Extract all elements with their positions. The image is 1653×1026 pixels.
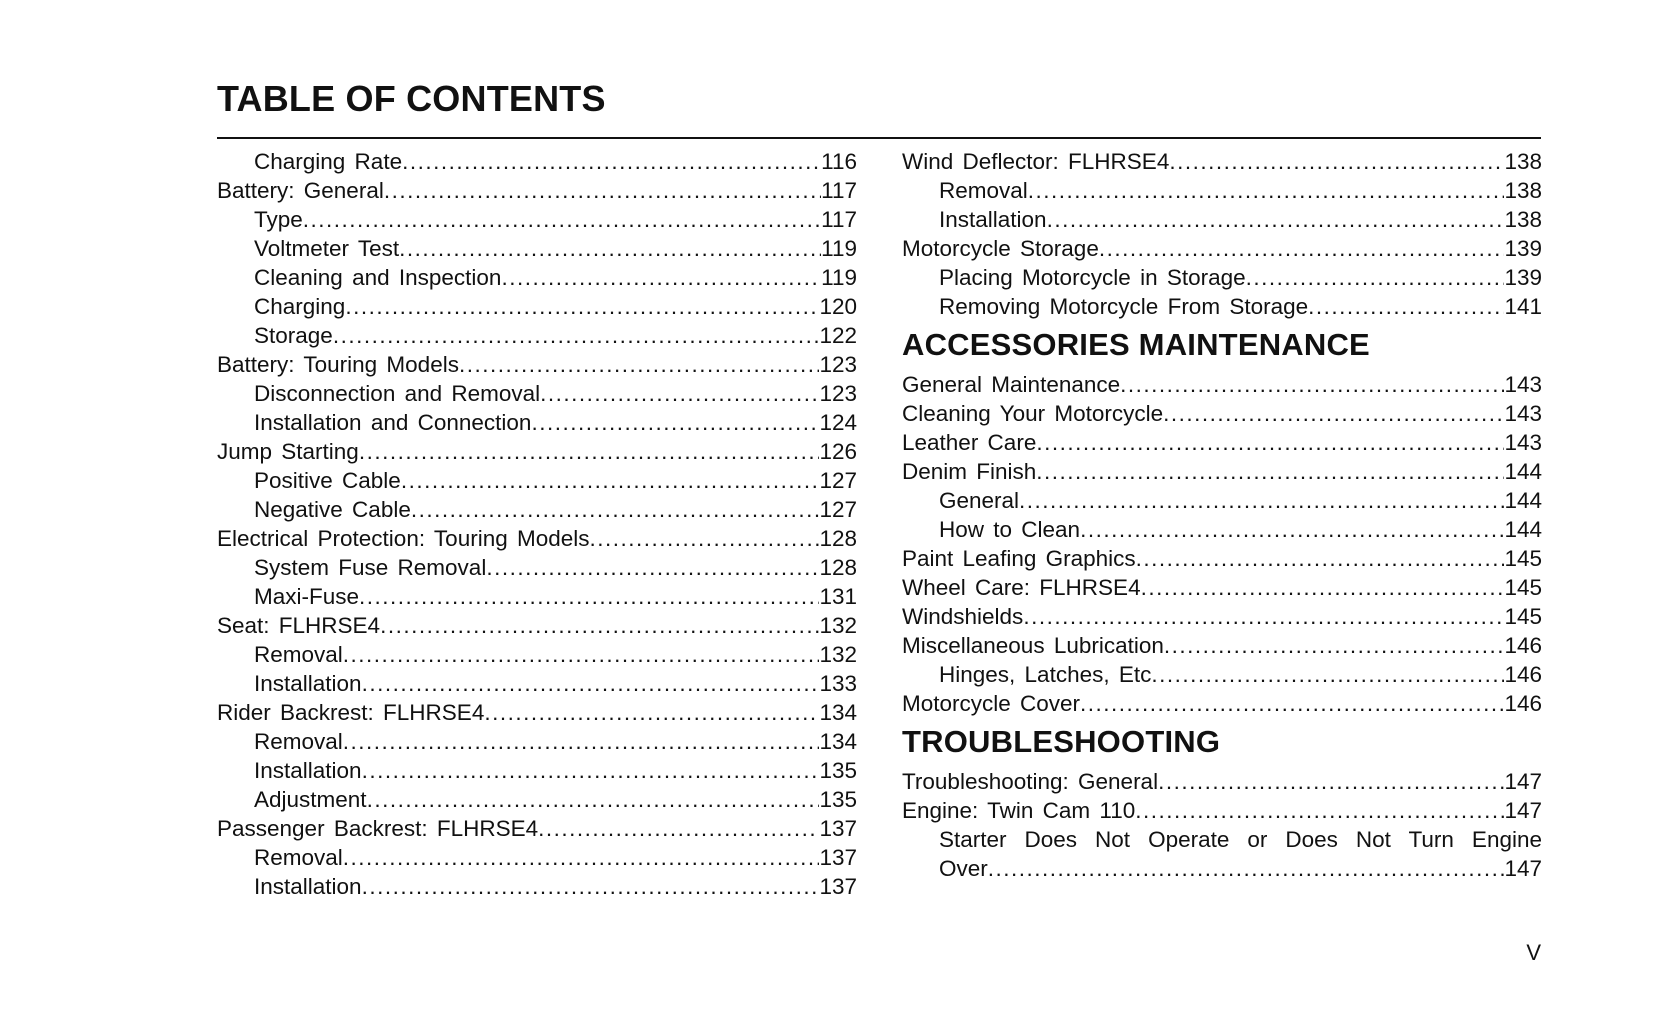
toc-subentry[interactable] bbox=[902, 176, 1542, 205]
toc-subentry[interactable] bbox=[217, 408, 857, 437]
toc-entry[interactable] bbox=[217, 176, 857, 205]
toc-entry-label: Installation bbox=[254, 874, 362, 899]
toc-right-column bbox=[902, 147, 1542, 883]
dot-leader bbox=[459, 350, 819, 379]
dot-leader bbox=[1120, 370, 1504, 399]
toc-entry-label: Installation and Connection bbox=[254, 410, 532, 435]
toc-entry-label: Passenger Backrest: FLHRSE4 bbox=[217, 816, 539, 841]
toc-entry-page: 135 bbox=[819, 787, 857, 812]
dot-leader bbox=[538, 814, 819, 843]
toc-entry[interactable] bbox=[902, 399, 1542, 428]
dot-leader bbox=[1246, 263, 1505, 292]
toc-subentry[interactable] bbox=[217, 843, 857, 872]
toc-subentry[interactable] bbox=[217, 785, 857, 814]
dot-leader bbox=[1151, 660, 1504, 689]
toc-entry[interactable] bbox=[902, 428, 1542, 457]
dot-leader bbox=[1158, 767, 1504, 796]
toc-entry-label: Removal bbox=[939, 178, 1028, 203]
toc-entry-page: 143 bbox=[1504, 372, 1542, 397]
toc-entry-label: Installation bbox=[939, 207, 1047, 232]
toc-entry-label: General bbox=[939, 488, 1020, 513]
toc-entry-page: 128 bbox=[819, 555, 857, 580]
toc-subentry[interactable] bbox=[217, 234, 857, 263]
toc-entry-label: Denim Finish bbox=[902, 459, 1037, 484]
toc-entry-page: 122 bbox=[819, 323, 857, 348]
toc-entry-label: Jump Starting bbox=[217, 439, 359, 464]
title-divider bbox=[217, 137, 1541, 139]
toc-entry-label: Rider Backrest: FLHRSE4 bbox=[217, 700, 485, 725]
toc-entry-page: 144 bbox=[1504, 488, 1542, 513]
toc-entry-page: 143 bbox=[1504, 401, 1542, 426]
toc-accessories-list bbox=[902, 370, 1542, 718]
toc-entry-page: 134 bbox=[819, 700, 857, 725]
toc-entry-label: Cleaning and Inspection bbox=[254, 265, 502, 290]
toc-entry[interactable] bbox=[217, 814, 857, 843]
toc-entry-page: 116 bbox=[821, 149, 857, 174]
toc-subentry[interactable] bbox=[217, 669, 857, 698]
dot-leader bbox=[1163, 399, 1504, 428]
dot-leader bbox=[1036, 428, 1504, 457]
toc-entry-page: 146 bbox=[1504, 691, 1542, 716]
dot-leader bbox=[540, 379, 819, 408]
dot-leader bbox=[359, 437, 820, 466]
toc-entry-page: 147 bbox=[1504, 769, 1542, 794]
toc-right-top-list bbox=[902, 147, 1542, 321]
toc-entry-page: 123 bbox=[819, 381, 857, 406]
toc-entry-label: Miscellaneous Lubrication bbox=[902, 633, 1164, 658]
toc-entry[interactable] bbox=[902, 602, 1542, 631]
toc-entry[interactable] bbox=[902, 689, 1542, 718]
toc-entry-page: 146 bbox=[1504, 662, 1542, 687]
dot-leader bbox=[988, 854, 1505, 883]
toc-entry-label: General Maintenance bbox=[902, 372, 1121, 397]
toc-subentry[interactable] bbox=[217, 205, 857, 234]
toc-entry-label: Removal bbox=[254, 642, 343, 667]
toc-entry-page: 143 bbox=[1504, 430, 1542, 455]
toc-entry-page: 117 bbox=[821, 207, 857, 232]
toc-entry-label: Disconnection and Removal bbox=[254, 381, 541, 406]
dot-leader bbox=[333, 321, 820, 350]
toc-subentry[interactable] bbox=[217, 553, 857, 582]
toc-subentry[interactable] bbox=[902, 263, 1542, 292]
toc-subentry[interactable] bbox=[217, 147, 857, 176]
toc-subentry[interactable] bbox=[217, 872, 857, 901]
toc-entry-wrapped[interactable] bbox=[902, 825, 1542, 883]
toc-entry-page: 127 bbox=[819, 468, 857, 493]
dot-leader bbox=[384, 176, 821, 205]
toc-entry[interactable] bbox=[217, 524, 857, 553]
toc-entry-label: Negative Cable bbox=[254, 497, 411, 522]
toc-subentry[interactable] bbox=[902, 292, 1542, 321]
toc-subentry[interactable] bbox=[217, 640, 857, 669]
dot-leader bbox=[362, 756, 820, 785]
toc-entry-label: Motorcycle Storage bbox=[902, 236, 1099, 261]
dot-leader bbox=[1019, 486, 1504, 515]
toc-entry[interactable] bbox=[902, 147, 1542, 176]
dot-leader bbox=[362, 669, 820, 698]
toc-entry-label: Removal bbox=[254, 845, 343, 870]
dot-leader bbox=[1099, 234, 1505, 263]
toc-entry-label: Installation bbox=[254, 671, 362, 696]
dot-leader bbox=[1023, 602, 1504, 631]
toc-entry[interactable] bbox=[902, 573, 1542, 602]
toc-entry-page: 137 bbox=[819, 816, 857, 841]
toc-entry-label: System Fuse Removal bbox=[254, 555, 487, 580]
dot-leader bbox=[380, 611, 819, 640]
toc-entry[interactable] bbox=[902, 796, 1542, 825]
toc-entry-label: Type bbox=[254, 207, 303, 232]
toc-entry-label: Engine: Twin Cam 110 bbox=[902, 798, 1136, 823]
toc-entry-label: Cleaning Your Motorcycle bbox=[902, 401, 1164, 426]
section-heading-troubleshooting: TROUBLESHOOTING bbox=[902, 724, 1221, 759]
toc-entry-label: Wind Deflector: FLHRSE4 bbox=[902, 149, 1170, 174]
toc-entry-label-line1: Starter Does Not Operate or Does Not Turn Engine bbox=[939, 827, 1542, 852]
toc-entry-page: 138 bbox=[1504, 149, 1542, 174]
dot-leader bbox=[1136, 544, 1505, 573]
toc-entry-page: 146 bbox=[1504, 633, 1542, 658]
toc-entry-label: Positive Cable bbox=[254, 468, 401, 493]
toc-entry-label: Charging Rate bbox=[254, 149, 403, 174]
toc-entry-label: How to Clean bbox=[939, 517, 1081, 542]
toc-entry-label: Paint Leafing Graphics bbox=[902, 546, 1136, 571]
toc-entry-label: Windshields bbox=[902, 604, 1024, 629]
toc-entry-label: Motorcycle Cover bbox=[902, 691, 1081, 716]
dot-leader bbox=[1169, 147, 1504, 176]
toc-entry-page: 119 bbox=[821, 236, 857, 261]
toc-entry-page: 137 bbox=[819, 874, 857, 899]
toc-entry-page: 119 bbox=[821, 265, 857, 290]
toc-entry[interactable] bbox=[217, 611, 857, 640]
dot-leader bbox=[367, 785, 820, 814]
toc-entry-page: 135 bbox=[819, 758, 857, 783]
toc-entry-label: Voltmeter Test bbox=[254, 236, 400, 261]
toc-entry-page: 144 bbox=[1504, 517, 1542, 542]
dot-leader bbox=[1080, 689, 1504, 718]
toc-entry-label: Placing Motorcycle in Storage bbox=[939, 265, 1246, 290]
dot-leader bbox=[401, 466, 820, 495]
toc-entry-page: 145 bbox=[1504, 575, 1542, 600]
toc-entry-page: 147 bbox=[1504, 798, 1542, 823]
toc-subentry[interactable] bbox=[902, 660, 1542, 689]
dot-leader bbox=[1308, 292, 1504, 321]
toc-entry-label: Installation bbox=[254, 758, 362, 783]
toc-entry-page: 145 bbox=[1504, 604, 1542, 629]
toc-entry-page: 144 bbox=[1504, 459, 1542, 484]
toc-entry-page: 145 bbox=[1504, 546, 1542, 571]
toc-entry-label: Hinges, Latches, Etc bbox=[939, 662, 1152, 687]
toc-subentry[interactable] bbox=[217, 756, 857, 785]
toc-entry-page: 133 bbox=[819, 671, 857, 696]
toc-entry[interactable] bbox=[217, 350, 857, 379]
toc-entry-label: Leather Care bbox=[902, 430, 1037, 455]
toc-entry-label: Wheel Care: FLHRSE4 bbox=[902, 575, 1141, 600]
toc-entry[interactable] bbox=[902, 370, 1542, 399]
toc-entry[interactable] bbox=[902, 544, 1542, 573]
dot-leader bbox=[486, 553, 819, 582]
toc-subentry[interactable] bbox=[217, 727, 857, 756]
dot-leader bbox=[1080, 515, 1504, 544]
toc-entry-page: 123 bbox=[819, 352, 857, 377]
toc-subentry[interactable] bbox=[217, 379, 857, 408]
dot-leader bbox=[501, 263, 821, 292]
toc-entry-page: 138 bbox=[1504, 178, 1542, 203]
toc-entry-page: 127 bbox=[819, 497, 857, 522]
dot-leader bbox=[531, 408, 819, 437]
section-heading-accessories: ACCESSORIES MAINTENANCE bbox=[902, 327, 1370, 362]
toc-entry-page: 132 bbox=[819, 642, 857, 667]
toc-entry-label: Removal bbox=[254, 729, 343, 754]
toc-entry-page: 134 bbox=[819, 729, 857, 754]
toc-entry-page: 139 bbox=[1504, 265, 1542, 290]
dot-leader bbox=[303, 205, 821, 234]
dot-leader bbox=[484, 698, 819, 727]
dot-leader bbox=[1164, 631, 1505, 660]
toc-entry[interactable] bbox=[217, 698, 857, 727]
dot-leader bbox=[1036, 457, 1504, 486]
toc-subentry[interactable] bbox=[217, 292, 857, 321]
dot-leader bbox=[359, 582, 819, 611]
page-title: TABLE OF CONTENTS bbox=[217, 78, 606, 119]
toc-subentry[interactable] bbox=[217, 321, 857, 350]
toc-entry[interactable] bbox=[902, 767, 1542, 796]
toc-entry-label: Battery: Touring Models bbox=[217, 352, 459, 377]
toc-entry-label: Electrical Protection: Touring Models bbox=[217, 526, 590, 551]
toc-subentry[interactable] bbox=[902, 486, 1542, 515]
toc-entry-page: 139 bbox=[1504, 236, 1542, 261]
dot-leader bbox=[343, 727, 820, 756]
toc-entry-page: 138 bbox=[1504, 207, 1542, 232]
toc-subentry[interactable] bbox=[902, 205, 1542, 234]
dot-leader bbox=[1047, 205, 1505, 234]
toc-entry[interactable] bbox=[902, 234, 1542, 263]
toc-entry-label: Storage bbox=[254, 323, 333, 348]
toc-entry-label: Seat: FLHRSE4 bbox=[217, 613, 381, 638]
dot-leader bbox=[343, 640, 820, 669]
toc-entry-label-line2: Over bbox=[939, 856, 988, 881]
toc-entry-page: 124 bbox=[819, 410, 857, 435]
dot-leader bbox=[345, 292, 819, 321]
dot-leader bbox=[1028, 176, 1505, 205]
toc-entry-label: Maxi-Fuse bbox=[254, 584, 360, 609]
toc-entry-label: Adjustment bbox=[254, 787, 367, 812]
dot-leader bbox=[1141, 573, 1505, 602]
toc-entry-page: 131 bbox=[819, 584, 857, 609]
toc-entry-line2 bbox=[939, 854, 1542, 883]
toc-entry[interactable] bbox=[217, 437, 857, 466]
dot-leader bbox=[362, 872, 820, 901]
toc-entry-page: 117 bbox=[821, 178, 857, 203]
toc-entry-page: 126 bbox=[819, 439, 857, 464]
toc-subentry[interactable] bbox=[217, 466, 857, 495]
dot-leader bbox=[590, 524, 820, 553]
toc-entry-label: Battery: General bbox=[217, 178, 384, 203]
toc-entry-page: 120 bbox=[819, 294, 857, 319]
page-number: V bbox=[1526, 940, 1541, 965]
dot-leader bbox=[399, 234, 821, 263]
toc-subentry[interactable] bbox=[217, 495, 857, 524]
toc-subentry[interactable] bbox=[902, 515, 1542, 544]
toc-entry-page: 137 bbox=[819, 845, 857, 870]
toc-entry[interactable] bbox=[902, 457, 1542, 486]
toc-entry-page: 141 bbox=[1504, 294, 1542, 319]
toc-subentry[interactable] bbox=[217, 582, 857, 611]
toc-entry-page: 132 bbox=[819, 613, 857, 638]
dot-leader bbox=[1135, 796, 1504, 825]
toc-entry-label: Troubleshooting: General bbox=[902, 769, 1159, 794]
toc-entry[interactable] bbox=[902, 631, 1542, 660]
toc-entry-page: 147 bbox=[1504, 856, 1542, 881]
toc-entry-label: Removing Motorcycle From Storage bbox=[939, 294, 1309, 319]
dot-leader bbox=[343, 843, 820, 872]
toc-entry-label: Charging bbox=[254, 294, 346, 319]
toc-troubleshooting-list bbox=[902, 767, 1542, 825]
toc-subentry[interactable] bbox=[217, 263, 857, 292]
dot-leader bbox=[402, 147, 821, 176]
dot-leader bbox=[411, 495, 820, 524]
toc-left-column bbox=[217, 147, 857, 901]
toc-entry-page: 128 bbox=[819, 526, 857, 551]
